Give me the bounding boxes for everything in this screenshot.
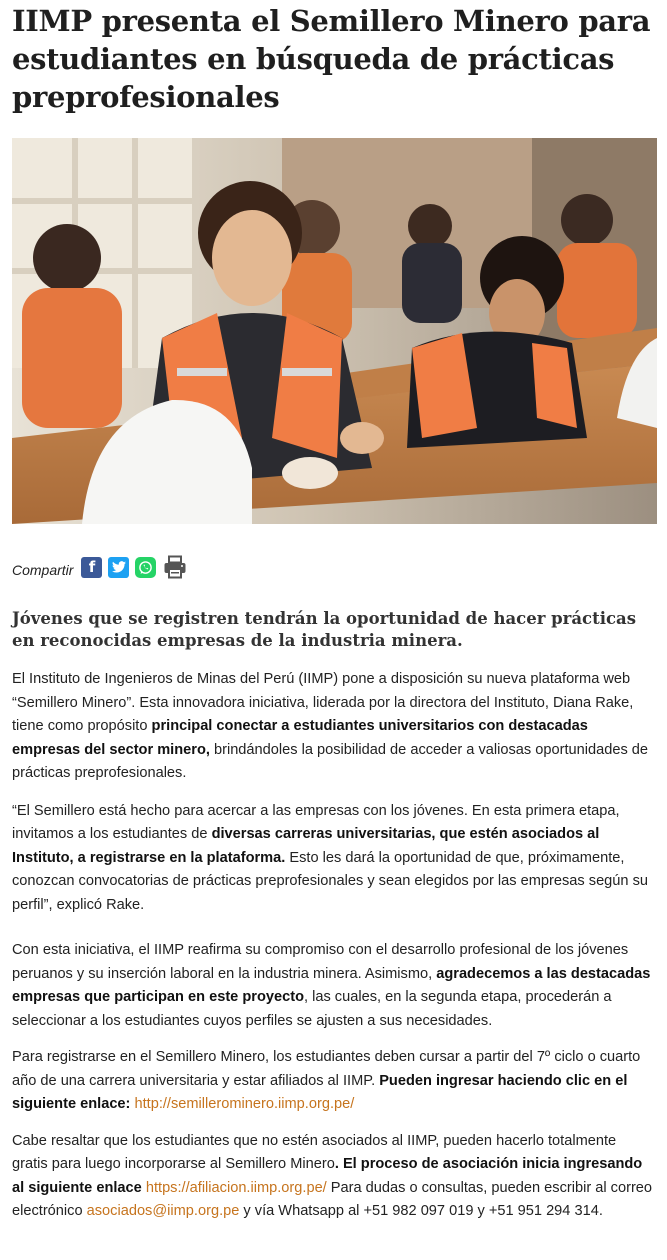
facebook-icon[interactable]: f — [81, 557, 102, 578]
students-photo — [12, 138, 657, 524]
share-label: Compartir — [12, 562, 74, 578]
print-icon[interactable] — [162, 557, 188, 578]
twitter-icon[interactable] — [108, 557, 129, 578]
paragraph-5: Cabe resaltar que los estudiantes que no estén asociados al IIMP, pueden hacerlo totalmente gratis para luego incorporarse al Semillero Minero. El proceso de asociación inicia ingresando al siguiente enlace https://afiliacion.iimp.org.pe/ Para dudas o consultas, pueden escribir al correo electrónico asociados@iimp.org.pe y vía Whatsapp al +51 982 097 019 y +51 951 294 314. — [12, 1132, 653, 1219]
share-bar — [12, 552, 655, 582]
article-photo — [12, 138, 657, 524]
paragraph-3: Con esta iniciativa, el IIMP reafirma su compromiso con el desarrollo profesional de los jóvenes peruanos y su inserción laboral en la industria minera. Asimismo, agradecemos a las destacadas empresas que participan en este proyecto, las cuales, en la segunda etapa, procederán a seleccionar a los estudiantes cuyos perfiles se ajusten a sus necesidades. — [12, 942, 651, 1029]
afiliacion-link[interactable]: https://afiliacion.iimp.org.pe/ — [145, 1179, 327, 1196]
whatsapp-icon[interactable] — [135, 557, 156, 578]
article-title: IIMP presenta el Semillero Minero para estudiantes en búsqueda de prácticas preprofesionales — [12, 4, 651, 114]
paragraph-1: El Instituto de Ingenieros de Minas del Perú (IIMP) pone a disposición su nueva plataforma web “Semillero Minero”. Esta innovadora iniciativa, liderada por la directora del Instituto, Diana Rake, tiene como propósito principal conectar a estudiantes universitarios con destacadas empresas del sector minero, brindándoles la posibilidad de acceder a valiosas oportunidades de prácticas preprofesionales. — [12, 671, 649, 781]
paragraph-2: “El Semillero está hecho para acercar a las empresas con los jóvenes. En esta primera etapa, invitamos a los estudiantes de diversas carreras universitarias, que estén asociados al Instituto, a registrarse en la plataforma. Esto les dará la oportunidad de que, próximamente, conozcan convocatorias de prácticas preprofesionales y sean elegidos por las empresas según su perfil”, explicó Rake. — [12, 802, 649, 913]
semillero-link[interactable]: http://semillerominero.iimp.org.pe/ — [134, 1096, 355, 1112]
paragraph-4: Para registrarse en el Semillero Minero, los estudiantes deben cursar a partir del 7º ciclo o cuarto año de una carrera universitaria y estar afiliados al IIMP. Pueden ingresar haciendo clic en el siguiente enlace: http://semillerominero.iimp.org.pe/ — [12, 1049, 641, 1112]
email-link[interactable]: asociados@iimp.org.pe — [86, 1203, 240, 1219]
article-lead: Jóvenes que se registren tendrán la oportunidad de hacer prácticas en reconocidas empresas de la industria minera. — [12, 609, 637, 650]
